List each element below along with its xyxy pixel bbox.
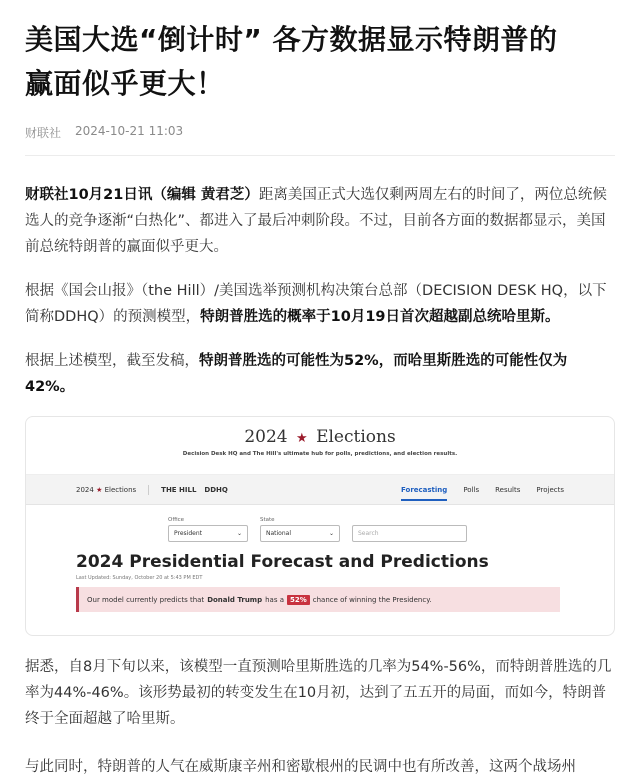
nav-thehill: THE HILL bbox=[161, 485, 197, 494]
star-icon: ★ bbox=[296, 431, 308, 446]
nav-link-results: Results bbox=[495, 485, 521, 494]
paragraph-2 bbox=[25, 278, 615, 330]
nav-brand-word: Elections bbox=[104, 485, 137, 494]
paragraph-2-body: 根据《国会山报》（the Hill）/美国选举预测机构决策台总部（DECISION DESK HQ，以下简称DDHQ）的预测模型， bbox=[25, 283, 607, 325]
article-source[interactable]: 财联社 bbox=[25, 126, 62, 140]
paragraph-1-lead: 财联社10月21日讯（编辑 黄君芝） bbox=[25, 187, 259, 203]
office-filter bbox=[168, 517, 248, 542]
banner-prefix: Our model currently predicts that bbox=[87, 595, 205, 604]
embedded-forecast-screenshot bbox=[25, 416, 615, 636]
nav-ddhq: DDHQ bbox=[204, 485, 228, 494]
paragraph-4: 据悉，自8月下旬以来，该模型一直预测哈里斯胜选的几率为54%-56%，而特朗普胜选的几率为44%-46%。该形势最初的转变发生在10月初，达到了五五开的局面，而如今，特朗普终于全面超越了哈里斯。 bbox=[25, 659, 612, 727]
forecast-banner bbox=[76, 587, 560, 612]
elections-logo bbox=[26, 427, 614, 447]
paragraph-5: 与此同时，特朗普的人气在威斯康辛州和密歇根州的民调中也有所改善，这两个战场州 bbox=[25, 759, 576, 775]
nav-brand-year: 2024 bbox=[76, 485, 94, 494]
forecast-heading: 2024 Presidential Forecast and Predictions bbox=[76, 552, 489, 572]
article-title bbox=[25, 18, 615, 106]
banner-suffix: chance of winning the Presidency. bbox=[312, 595, 432, 604]
probability-badge: 52% bbox=[287, 595, 310, 605]
chevron-down-icon: ⌄ bbox=[328, 530, 334, 537]
state-filter-label: State bbox=[260, 517, 275, 523]
logo-word: Elections bbox=[316, 427, 396, 447]
article-title-line-1: 美国大选“倒计时” 各方数据显示特朗普的 bbox=[25, 23, 558, 56]
banner-has: has a bbox=[265, 595, 284, 604]
divider bbox=[25, 155, 615, 156]
state-select bbox=[260, 525, 340, 542]
search-filter-label bbox=[352, 517, 467, 523]
screenshot-nav bbox=[26, 475, 614, 505]
article-page bbox=[0, 18, 640, 776]
paragraph-2-emphasis: 特朗普胜选的概率于10月19日首次超越副总统哈里斯。 bbox=[200, 309, 560, 325]
screenshot-subtitle: Decision Desk HQ and The Hill's ultimate hub for polls, predictions, and election results. bbox=[182, 451, 458, 457]
article-timestamp: 2024-10-21 11:03 bbox=[75, 124, 184, 138]
office-select-value: President bbox=[174, 530, 202, 537]
paragraph-3-body: 根据上述模型，截至发稿， bbox=[25, 353, 199, 369]
screenshot-filters bbox=[168, 517, 564, 542]
article-meta bbox=[25, 124, 615, 141]
nav-brand bbox=[76, 485, 228, 495]
last-updated: Last Updated: Sunday, October 20 at 5:43 PM EDT bbox=[76, 575, 203, 581]
paragraph-1-body: 距离美国正式大选仅剩两周左右的时间了，两位总统候选人的竞争逐渐“白热化”、都进入了最后冲刺阶段。不过，目前各方面的数据都显示，美国前总统特朗普的赢面似乎更大。 bbox=[25, 187, 607, 255]
nav-link-forecasting: Forecasting bbox=[401, 486, 447, 501]
search-filter bbox=[352, 517, 467, 542]
star-icon: ★ bbox=[96, 485, 103, 494]
search-input: Search bbox=[352, 525, 467, 542]
logo-year: 2024 bbox=[244, 427, 288, 447]
screenshot-header bbox=[26, 417, 614, 475]
nav-links bbox=[401, 486, 564, 494]
office-select bbox=[168, 525, 248, 542]
nav-link-projects: Projects bbox=[536, 485, 564, 494]
article-title-line-2: 赢面似乎更大！ bbox=[25, 67, 225, 100]
state-filter bbox=[260, 517, 340, 542]
nav-separator bbox=[148, 485, 149, 495]
office-filter-label: Office bbox=[168, 517, 185, 523]
chevron-down-icon: ⌄ bbox=[236, 530, 242, 537]
nav-link-polls: Polls bbox=[463, 485, 480, 494]
paragraph-3-emphasis: 特朗普胜选的可能性为52%，而哈里斯胜选的可能性仅为42%。 bbox=[25, 353, 568, 395]
paragraph-3 bbox=[25, 348, 615, 400]
state-select-value: National bbox=[266, 530, 292, 537]
banner-candidate: Donald Trump bbox=[207, 595, 263, 604]
screenshot-body bbox=[26, 505, 614, 612]
paragraph-1 bbox=[25, 182, 615, 260]
